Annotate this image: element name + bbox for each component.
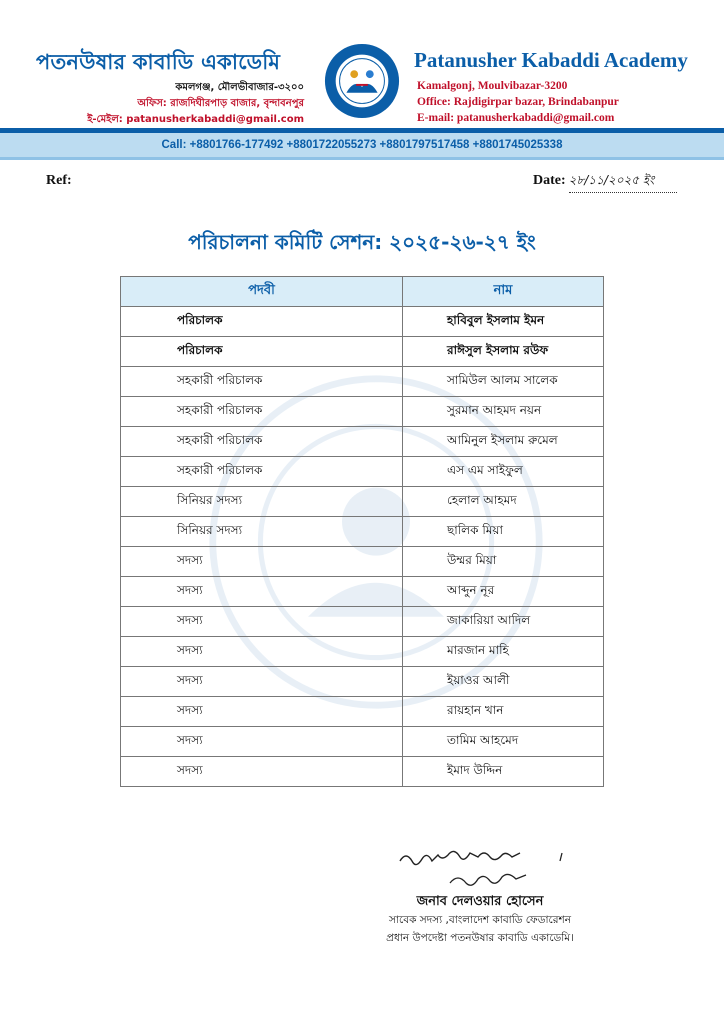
table-row (121, 427, 604, 457)
name-cell: এস এম সাইফুল (403, 457, 604, 487)
table-row (121, 637, 604, 667)
designation-cell: সহকারী পরিচালক (121, 427, 403, 457)
table-row (121, 607, 604, 637)
academy-logo (323, 42, 401, 120)
header-rule-bottom (0, 157, 724, 160)
designation-cell: সিনিয়র সদস্য (121, 487, 403, 517)
committee-table (120, 276, 604, 787)
name-cell: জাকারিয়া আদিল (403, 607, 604, 637)
address-bangla: কমলগঞ্জ, মৌলভীবাজার-৩২০০ (175, 82, 304, 93)
table-row (121, 337, 604, 367)
designation-cell: সহকারী পরিচালক (121, 397, 403, 427)
phone-band (0, 133, 724, 157)
name-cell: হেলাল আহমদ (403, 487, 604, 517)
ref-label: Ref: (46, 173, 72, 188)
office-bangla: অফিস: রাজদিঘীরপাড় বাজার, বৃন্দাবনপুর (137, 98, 304, 109)
designation-cell: সদস্য (121, 547, 403, 577)
name-cell: ছালিক মিয়া (403, 517, 604, 547)
designation-cell: সদস্য (121, 607, 403, 637)
designation-cell: সদস্য (121, 727, 403, 757)
date-field (533, 172, 677, 193)
name-cell: উম্মর মিয়া (403, 547, 604, 577)
signatory-title-2: প্রধান উপদেষ্টা পতনউষার কাবাডি একাডেমি। (386, 932, 574, 944)
designation-cell: সহকারী পরিচালক (121, 367, 403, 397)
name-cell: তামিম আহমেদ (403, 727, 604, 757)
date-label: Date: (533, 173, 566, 188)
phone-numbers: Call: +8801766-177492 +8801722055273 +8801797517458 +8801745025338 (161, 139, 563, 151)
table-row (121, 397, 604, 427)
designation-cell: সদস্য (121, 757, 403, 787)
column-header-designation: পদবী (121, 277, 403, 307)
table-row (121, 457, 604, 487)
name-cell: রাঈসুল ইসলাম রউফ (403, 337, 604, 367)
signatory-title-1: সাবেক সদস্য ,বাংলাদেশ কাবাডি ফেডারেশন (389, 914, 571, 926)
name-cell: রায়হান খান (403, 697, 604, 727)
academy-name-english: Patanusher Kabaddi Academy (414, 48, 688, 72)
name-cell: ইয়াওর আলী (403, 667, 604, 697)
designation-cell: সিনিয়র সদস্য (121, 517, 403, 547)
letterhead (0, 0, 724, 132)
designation-cell: সদস্য (121, 637, 403, 667)
designation-cell: সহকারী পরিচালক (121, 457, 403, 487)
office-english: Office: Rajdigirpar bazar, Brindabanpur (417, 96, 619, 108)
table-row (121, 487, 604, 517)
table-row (121, 667, 604, 697)
date-value: ২৮/১১/২০২৫ ইং (569, 172, 677, 193)
name-cell: সামিউল আলম সালেক (403, 367, 604, 397)
table-header-row (121, 277, 604, 307)
table-row (121, 577, 604, 607)
handwritten-signature (390, 843, 570, 893)
column-header-name: নাম (403, 277, 604, 307)
table-row (121, 757, 604, 787)
name-cell: সুরমান আহমদ নয়ন (403, 397, 604, 427)
table-row (121, 307, 604, 337)
document-title: পরিচালনা কমিটি সেশন: ২০২৫-২৬-২৭ ইং (188, 230, 536, 254)
designation-cell: পরিচালক (121, 307, 403, 337)
table-row (121, 517, 604, 547)
name-cell: আমিনুল ইসলাম রুমেল (403, 427, 604, 457)
designation-cell: সদস্য (121, 697, 403, 727)
email-english: E-mail: patanusherkabaddi@gmail.com (417, 112, 615, 124)
name-cell: মারজান মাহি (403, 637, 604, 667)
table-row (121, 547, 604, 577)
email-bangla: ই-মেইল: patanusherkabaddi@gmail.com (87, 114, 304, 125)
signatory-name: জনাব দেলওয়ার হোসেন (416, 894, 544, 909)
designation-cell: পরিচালক (121, 337, 403, 367)
designation-cell: সদস্য (121, 577, 403, 607)
name-cell: ইমাদ উদ্দিন (403, 757, 604, 787)
name-cell: হাবিবুল ইসলাম ইমন (403, 307, 604, 337)
address-english: Kamalgonj, Moulvibazar-3200 (417, 80, 568, 92)
academy-name-bangla: পতনউষার কাবাডি একাডেমি (36, 50, 281, 74)
table-row (121, 367, 604, 397)
designation-cell: সদস্য (121, 667, 403, 697)
table-row (121, 727, 604, 757)
name-cell: আব্দুন নূর (403, 577, 604, 607)
table-row (121, 697, 604, 727)
